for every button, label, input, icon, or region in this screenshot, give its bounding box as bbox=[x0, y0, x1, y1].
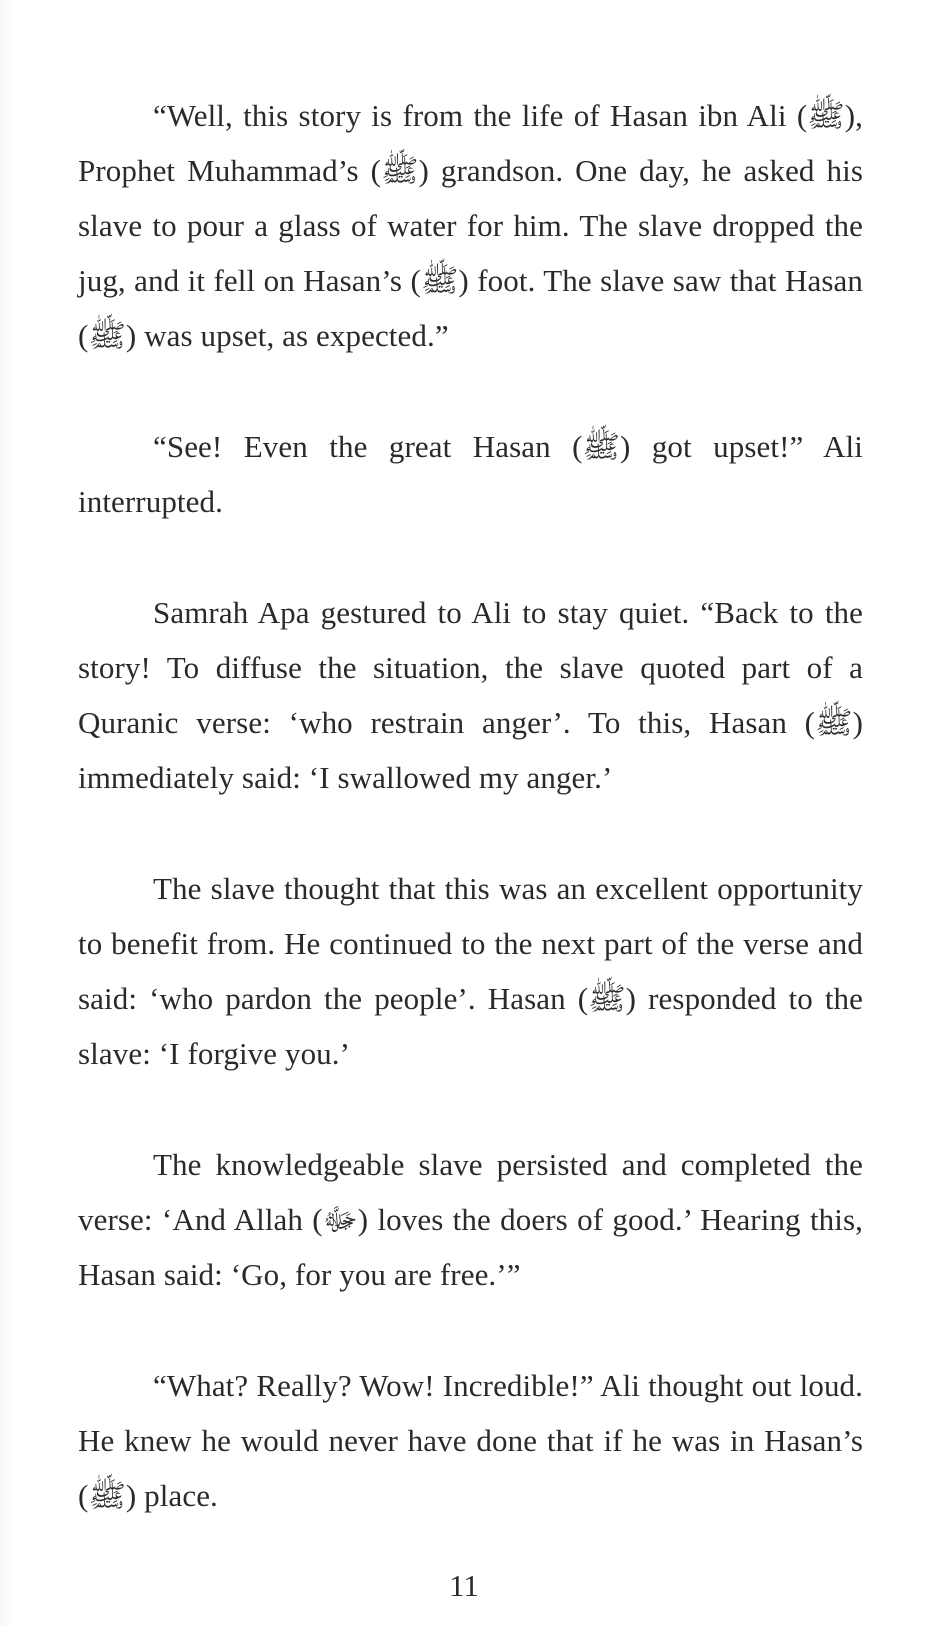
paragraph-gap bbox=[78, 1081, 863, 1137]
page-number: 11 bbox=[449, 1568, 479, 1603]
paragraph-3: Samrah Apa gestured to Ali to stay quiet. “Back to the story! To diffuse the situation, the slave quoted part of a Quranic verse: ‘who restrain anger’. To this, Hasan (ﷺ) immediately said: ‘I swallowed my anger.’ bbox=[78, 595, 863, 795]
paragraph-gap bbox=[78, 363, 863, 419]
paragraph-5: The knowledgeable slave persisted and completed the verse: ‘And Allah (ﷻ) loves the doers of good.’ Hearing this, Hasan said: ‘Go, for you are free.’” bbox=[78, 1147, 863, 1292]
paragraph-gap bbox=[78, 1302, 863, 1358]
page-body bbox=[78, 88, 863, 1523]
paragraph-1: “Well, this story is from the life of Hasan ibn Ali (ﷺ), Prophet Muhammad’s (ﷺ) grandson. One day, he asked his slave to pour a glass of water for him. The slave dropped the jug, and it fell on Hasan’s (ﷺ) foot. The slave saw that Hasan (ﷺ) was upset, as expected.” bbox=[78, 98, 863, 353]
paragraph-4: The slave thought that this was an excellent opportunity to benefit from. He continued to the next part of the verse and said: ‘who pardon the people’. Hasan (ﷺ) responded to the slave: ‘I forgive you.’ bbox=[78, 871, 864, 1071]
paragraph-gap bbox=[78, 529, 863, 585]
paragraph-gap bbox=[78, 805, 863, 861]
paragraph-2: “See! Even the great Hasan (ﷺ) got upset!” Ali interrupted. bbox=[78, 429, 863, 519]
paragraph-6: “What? Really? Wow! Incredible!” Ali thought out loud. He knew he would never have done that if he was in Hasan’s (ﷺ) place. bbox=[78, 1368, 863, 1513]
